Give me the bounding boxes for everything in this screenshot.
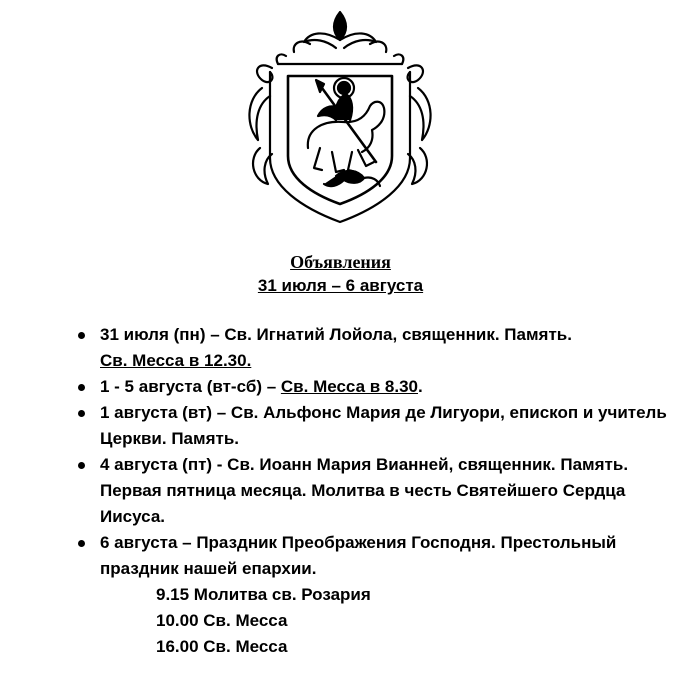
- st-george-coat-of-arms-icon: [240, 8, 440, 230]
- schedule-entry: 9.15 Молитва св. Розария: [156, 585, 371, 604]
- announcements-list: [76, 322, 676, 660]
- bullet-icon: [78, 540, 85, 547]
- list-item: [76, 452, 676, 530]
- schedule-entry: 16.00 Св. Месса: [156, 637, 288, 656]
- schedule-entry: 10.00 Св. Месса: [156, 611, 288, 630]
- bullet-icon: [78, 410, 85, 417]
- list-item: [76, 530, 676, 660]
- bullet-icon: [78, 332, 85, 339]
- bullet-icon: [78, 384, 85, 391]
- item-text: 1 - 5 августа (вт-сб) –: [100, 377, 281, 396]
- item-text: 1 августа (вт) – Св. Альфонс Мария де Лигуори, епископ и учитель Церкви. Память.: [100, 403, 667, 448]
- item-text: 31 июля (пн) – Св. Игнатий Лойола, священник. Память.: [100, 325, 572, 344]
- list-item: [76, 322, 676, 374]
- page-title: Объявления: [290, 252, 391, 272]
- date-range: 31 июля – 6 августа: [257, 276, 424, 295]
- bullet-icon: [78, 462, 85, 469]
- item-text-end: .: [418, 377, 423, 396]
- mass-time: Св. Месса в 12.30.: [100, 351, 252, 370]
- list-item: [76, 400, 676, 452]
- announcements-heading: [0, 250, 681, 298]
- feast-schedule: [100, 582, 676, 660]
- item-text: 6 августа – Праздник Преображения Господня. Престольный праздник нашей епархии.: [100, 533, 617, 578]
- item-text: 4 августа (пт) - Св. Иоанн Мария Вианней, священник. Память. Первая пятница месяца. Молитва в честь Святейшего Сердца Иисуса.: [100, 455, 629, 526]
- mass-time: Св. Месса в 8.30: [280, 377, 419, 396]
- list-item: [76, 374, 676, 400]
